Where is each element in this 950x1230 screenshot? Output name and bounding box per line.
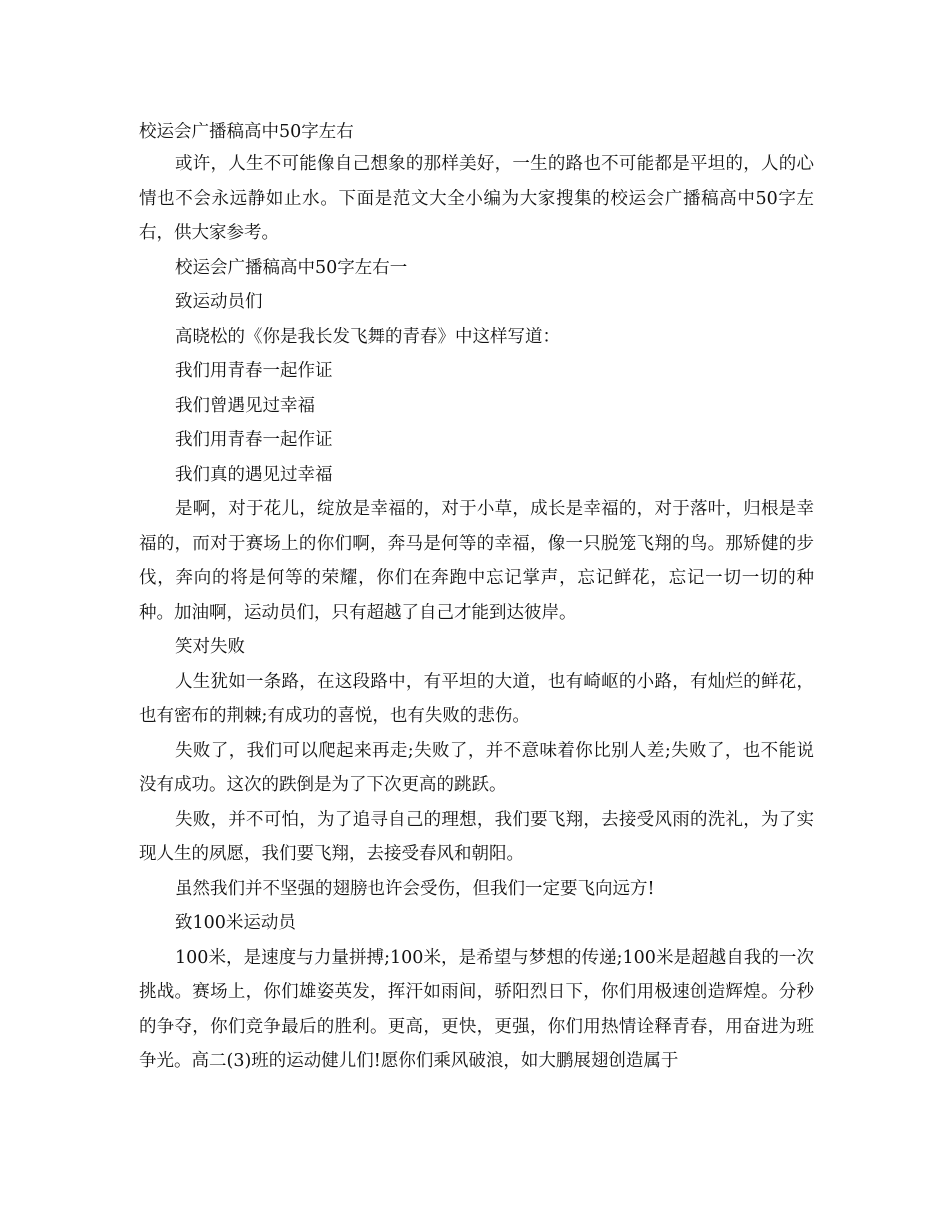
subheading-100m: 致100米运动员 xyxy=(175,913,296,933)
document-body xyxy=(139,147,814,1079)
paragraph: 失败了，我们可以爬起来再走;失败了，并不意味着你比别人差;失败了，也不能说没有成功。这次的跌倒是为了下次更高的跳跃。 xyxy=(139,740,814,795)
quote-line: 我们真的遇见过幸福 xyxy=(175,464,333,485)
paragraph: 是啊，对于花儿，绽放是幸福的，对于小草，成长是幸福的，对于落叶，归根是幸福的，而对于赛场上的你们啊，奔马是何等的幸福，像一只脱笼飞翔的鸟。那矫健的步伐，奔向的将是何等的荣耀，你们在奔跑中忘记掌声，忘记鲜花，忘记一切一切的种种。加油啊，运动员们，只有超越了自己才能到达彼岸。 xyxy=(139,499,814,623)
quote-line: 我们曾遇见过幸福 xyxy=(175,395,315,416)
section-heading-1: 校运会广播稿高中50字左右一 xyxy=(175,257,408,278)
quote-line: 我们用青春一起作证 xyxy=(175,430,333,450)
subheading-face-failure: 笑对失败 xyxy=(175,637,245,657)
paragraph-quote-intro: 高晓松的《你是我长发飞舞的青春》中这样写道： xyxy=(175,326,560,347)
paragraph: 失败，并不可怕，为了追寻自己的理想，我们要飞翔，去接受风雨的洗礼，为了实现人生的夙愿，我们要飞翔，去接受春风和朝阳。 xyxy=(139,809,814,864)
paragraph: 人生犹如一条路，在这段路中，有平坦的大道，也有崎岖的小路，有灿烂的鲜花，也有密布的荆棘;有成功的喜悦，也有失败的悲伤。 xyxy=(139,671,814,726)
paragraph: 虽然我们并不坚强的翅膀也许会受伤，但我们一定要飞向远方! xyxy=(175,878,655,899)
paragraph: 100米，是速度与力量拼搏;100米，是希望与梦想的传递;100米是超越自我的一次挑战。赛场上，你们雄姿英发，挥汗如雨间，骄阳烈日下，你们用极速创造辉煌。分秒的争夺，你们竞争最后的胜利。更高，更快，更强，你们用热情诠释青春，用奋进为班争光。高二(3)班的运动健儿们!愿你们乘风破浪，如大鹏展翅创造属于 xyxy=(139,947,814,1071)
paragraph-intro: 或许，人生不可能像自己想象的那样美好，一生的路也不可能都是平坦的，人的心情也不会永远静如止水。下面是范文大全小编为大家搜集的校运会广播稿高中50字左右，供大家参考。 xyxy=(139,154,814,243)
subheading-to-athletes: 致运动员们 xyxy=(175,292,263,312)
quote-line: 我们用青春一起作证 xyxy=(175,361,333,381)
document-title: 校运会广播稿高中50字左右 xyxy=(139,122,354,142)
